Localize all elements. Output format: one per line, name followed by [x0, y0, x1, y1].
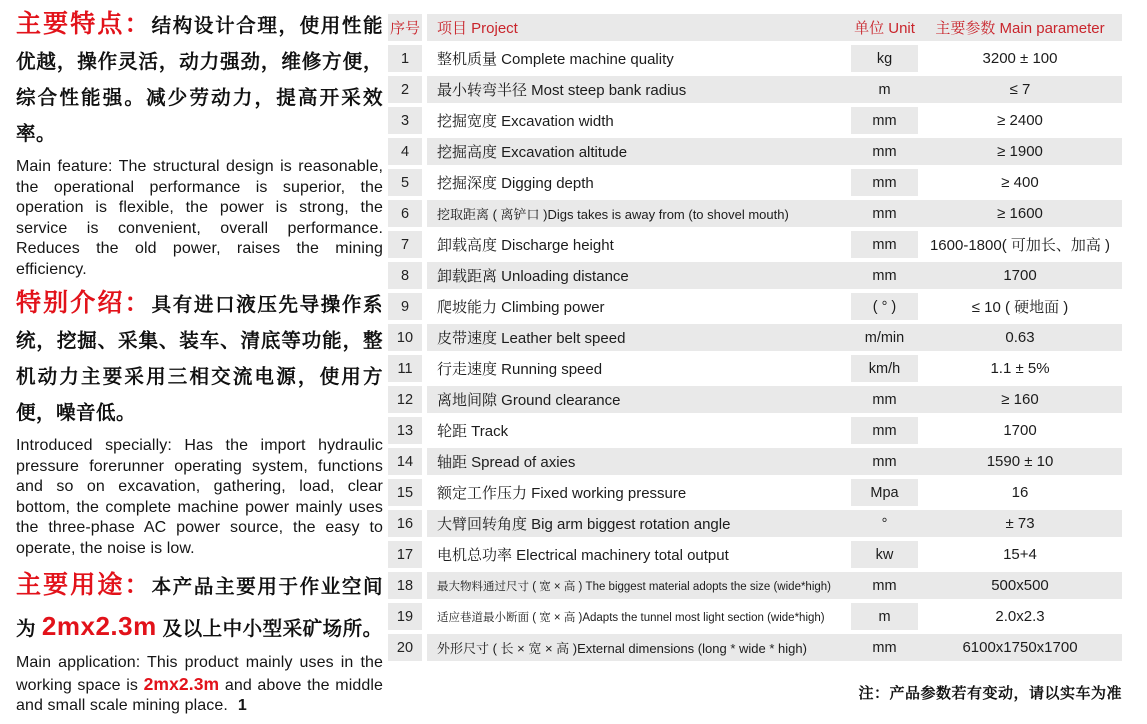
row-project-label: 行走速度 Running speed: [437, 361, 603, 378]
row-project-label: 额定工作压力 Fixed working pressure: [437, 485, 687, 502]
row-number: 10: [388, 324, 422, 351]
row-unit: ( ° ): [851, 293, 918, 320]
table-row: [388, 510, 1122, 537]
row-unit: m/min: [851, 324, 918, 351]
row-unit: kg: [851, 45, 918, 72]
row-project-label: 轴距 Spread of axies: [437, 454, 576, 471]
size-highlight-cn: 2mx2.3m: [41, 611, 157, 641]
row-unit: mm: [851, 386, 918, 413]
row-unit: mm: [851, 448, 918, 475]
row-number: 17: [388, 541, 422, 568]
special-intro-en-text: Introduced specially: Has the import hydraulic pressure forerunner operating system, functions and so on excavation, gathering, load, clear bottom, the complete machine power mainly uses the three-phase AC power source, the easy to operate, the noise is low.: [16, 437, 383, 557]
row-parameter: 15+4: [1003, 546, 1037, 563]
main-application-heading: 主要用途：: [16, 571, 152, 599]
row-unit: mm: [851, 417, 918, 444]
row-parameter: 1590 ± 10: [986, 453, 1054, 470]
row-project-label: 皮带速度 Leather belt speed: [437, 330, 626, 347]
table-header-row: [388, 14, 1122, 41]
row-number: 16: [388, 510, 422, 537]
main-application-en-prefix: Main application: This product mainly uses in the working space is: [16, 654, 383, 694]
row-number: 6: [388, 200, 422, 227]
table-row-body: [427, 231, 1122, 258]
row-parameter: ≥ 1900: [997, 143, 1043, 160]
row-project-label: 卸载距离 Unloading distance: [437, 268, 629, 285]
table-row: [388, 169, 1122, 196]
table-row-body: [427, 541, 1122, 568]
table-row-body: [427, 107, 1122, 134]
row-unit: m: [851, 76, 918, 103]
spec-table: [388, 14, 1122, 665]
row-parameter: ≥ 1600: [997, 205, 1043, 222]
row-number: 12: [388, 386, 422, 413]
row-number: 1: [388, 45, 422, 72]
row-parameter: 1600-1800( 可加长、加高 ): [929, 237, 1111, 254]
main-features-cn-text: 结构设计合理，使用性能优越，操作灵活，动力强劲，维修方便，综合性能强。减少劳动力，提高开采效率。: [16, 15, 383, 145]
table-row-body: [427, 634, 1122, 661]
row-parameter: 2.0x2.3: [995, 608, 1045, 625]
table-row: [388, 200, 1122, 227]
row-unit: mm: [851, 572, 918, 599]
row-parameter: 0.63: [1005, 329, 1035, 346]
table-row: [388, 324, 1122, 351]
row-unit: Mpa: [851, 479, 918, 506]
main-application-cn-prefix: 本产品主要用于作业空间为: [16, 576, 383, 640]
row-parameter: ≥ 2400: [997, 112, 1043, 129]
row-project-label: 大臂回转角度 Big arm biggest rotation angle: [437, 516, 731, 533]
row-unit: mm: [851, 200, 918, 227]
special-intro-cn-text: 具有进口液压先导操作系统，挖掘、采集、装车、清底等功能，整机动力主要采用三相交流电源，使用方便，噪音低。: [16, 294, 383, 424]
row-unit: mm: [851, 262, 918, 289]
row-unit: mm: [851, 231, 918, 258]
row-project-label: 离地间隙 Ground clearance: [437, 392, 621, 409]
table-row: [388, 541, 1122, 568]
row-parameter: 6100x1750x1700: [962, 639, 1078, 656]
table-row: [388, 231, 1122, 258]
row-number: 11: [388, 355, 422, 382]
table-row: [388, 138, 1122, 165]
header-no: 序号: [388, 14, 422, 41]
row-number: 14: [388, 448, 422, 475]
row-parameter: ≥ 400: [1001, 174, 1039, 191]
table-row: [388, 45, 1122, 72]
row-number: 18: [388, 572, 422, 599]
table-row-body: [427, 603, 1122, 630]
row-number: 3: [388, 107, 422, 134]
row-number: 15: [388, 479, 422, 506]
table-row-body: [427, 262, 1122, 289]
table-row-body: [427, 572, 1122, 599]
size-highlight-en: 2mx2.3m: [143, 673, 220, 694]
table-row-body: [427, 386, 1122, 413]
row-parameter: 1700: [1003, 422, 1037, 439]
row-number: 20: [388, 634, 422, 661]
row-parameter: ≤ 10 ( 硬地面 ): [971, 299, 1069, 316]
row-unit: mm: [851, 169, 918, 196]
table-rows-container: [388, 45, 1122, 661]
row-unit: mm: [851, 138, 918, 165]
row-number: 13: [388, 417, 422, 444]
row-project-label: 爬坡能力 Climbing power: [437, 299, 605, 316]
table-row-body: [427, 76, 1122, 103]
section-main-features-cn: [16, 8, 383, 152]
row-unit: kw: [851, 541, 918, 568]
row-parameter: 1.1 ± 5%: [990, 360, 1050, 377]
table-row-body: [427, 324, 1122, 351]
table-row: [388, 603, 1122, 630]
special-intro-heading: 特别介绍：: [16, 289, 152, 317]
table-row-body: [427, 169, 1122, 196]
main-features-en-text: Main feature: The structural design is reasonable, the operational performance is superior, the operation is flexible, the power is strong, the service is convenient, overall performance. Reduces the old power, raises the mining efficiency.: [16, 158, 383, 278]
row-parameter: 16: [1011, 484, 1029, 501]
table-row: [388, 572, 1122, 599]
row-parameter: ≤ 7: [1009, 81, 1031, 98]
row-number: 4: [388, 138, 422, 165]
main-application-cn-suffix: 及以上中小型采矿场所。: [156, 618, 383, 640]
table-header-body: [427, 14, 1122, 41]
table-row-body: [427, 510, 1122, 537]
row-parameter: 500x500: [991, 577, 1049, 594]
row-number: 19: [388, 603, 422, 630]
row-unit: km/h: [851, 355, 918, 382]
row-parameter: 3200 ± 100: [982, 50, 1058, 67]
row-number: 7: [388, 231, 422, 258]
table-row: [388, 76, 1122, 103]
row-project-label: 轮距 Track: [437, 423, 509, 440]
row-unit: mm: [851, 107, 918, 134]
page-number: 1: [237, 697, 247, 714]
row-number: 8: [388, 262, 422, 289]
table-row: [388, 107, 1122, 134]
main-application-en-text: [16, 653, 383, 717]
row-parameter: ≥ 160: [1001, 391, 1039, 408]
row-project-label: 最大物料通过尺寸 ( 宽 × 高 ) The biggest material adopts the size (wide*high): [437, 580, 832, 593]
footnote: 注：产品参数若有变动，请以实车为准: [858, 685, 1122, 702]
row-project-label: 整机质量 Complete machine quality: [437, 51, 674, 68]
row-project-label: 挖掘宽度 Excavation width: [437, 113, 614, 130]
section-main-application-cn: [16, 566, 383, 650]
left-panel: [16, 8, 383, 724]
table-row-body: [427, 448, 1122, 475]
table-row-body: [427, 417, 1122, 444]
table-row-body: [427, 200, 1122, 227]
table-row: [388, 386, 1122, 413]
table-row: [388, 355, 1122, 382]
header-unit: 单位 Unit: [851, 14, 918, 41]
row-parameter: 1700: [1003, 267, 1037, 284]
row-project-label: 卸载高度 Discharge height: [437, 237, 614, 254]
table-row: [388, 417, 1122, 444]
row-project-label: 最小转弯半径 Most steep bank radius: [437, 82, 687, 99]
row-number: 9: [388, 293, 422, 320]
table-row: [388, 293, 1122, 320]
row-project-label: 电机总功率 Electrical machinery total output: [437, 547, 729, 564]
main-application-en-suffix: and above the middle and small scale mining place.: [16, 676, 383, 714]
table-row-body: [427, 293, 1122, 320]
table-row-body: [427, 479, 1122, 506]
row-number: 2: [388, 76, 422, 103]
row-unit: m: [851, 603, 918, 630]
row-project-label: 适应巷道最小断面 ( 宽 × 高 )Adapts the tunnel most light section (wide*high): [437, 611, 825, 624]
table-row-body: [427, 45, 1122, 72]
row-parameter: ± 73: [1005, 515, 1035, 532]
section-special-intro-cn: [16, 287, 383, 431]
table-row: [388, 448, 1122, 475]
table-row-body: [427, 138, 1122, 165]
row-project-label: 挖掘高度 Excavation altitude: [437, 144, 628, 161]
row-unit: mm: [851, 634, 918, 661]
row-unit: °: [851, 510, 918, 537]
row-project-label: 挖取距离 ( 离铲口 )Digs takes is away from (to shovel mouth): [437, 207, 789, 222]
row-project-label: 外形尺寸 ( 长 × 宽 × 高 )External dimensions (long * wide * high): [437, 641, 807, 656]
header-parameter: 主要参数 Main parameter: [935, 20, 1105, 37]
table-row-body: [427, 355, 1122, 382]
header-project: 项目 Project: [437, 20, 518, 37]
row-number: 5: [388, 169, 422, 196]
table-row: [388, 262, 1122, 289]
table-row: [388, 479, 1122, 506]
table-row: [388, 634, 1122, 661]
main-features-heading: 主要特点：: [16, 10, 152, 38]
row-project-label: 挖掘深度 Digging depth: [437, 175, 594, 192]
